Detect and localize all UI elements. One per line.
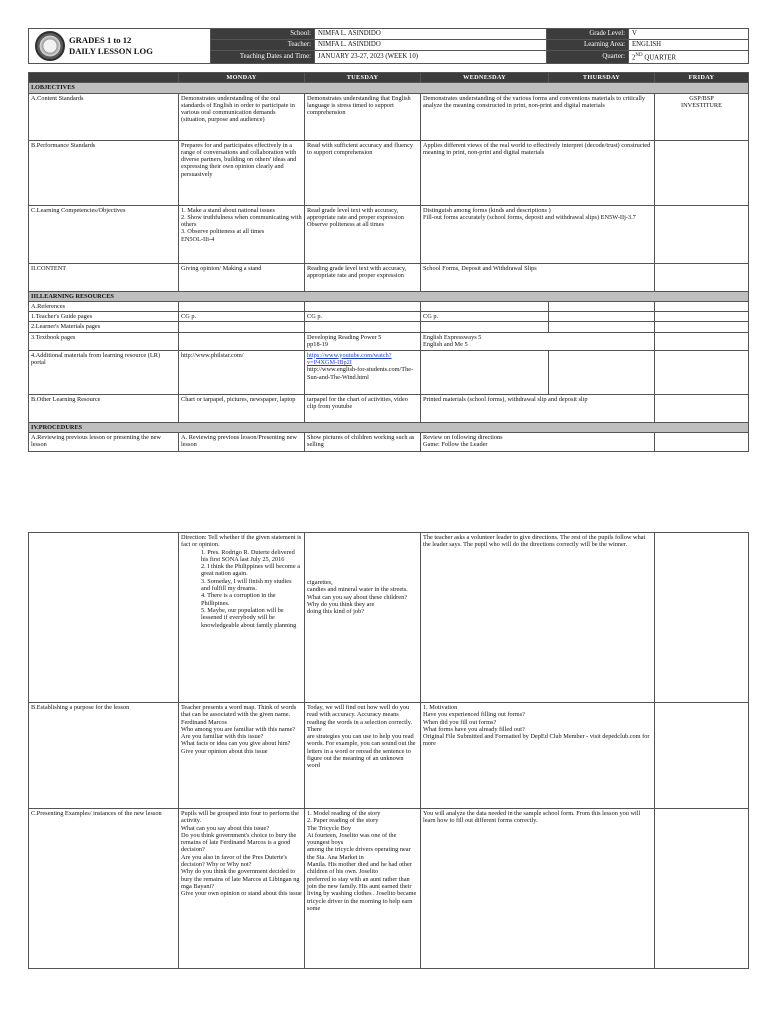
references-label: A.References [29,301,179,311]
quarter-word: QUARTER [642,54,677,62]
quarter-suffix: ND [635,53,643,59]
deped-seal-icon [35,31,65,61]
learners-materials-thu [549,322,655,332]
review-wed: Review on following directions Game: Follow the Leader [421,433,655,452]
review-label: A.Reviewing previous lesson or presenting the new lesson [29,433,179,452]
references-wed [421,301,549,311]
content-wed: School Forms, Deposit and Withdrawal Slips [421,263,655,291]
references-tue [305,301,421,311]
review-cont-mon [179,533,305,703]
examples-label: C.Presenting Examples/ instances of the new lesson [29,809,179,969]
textbook-wed: English Expressways 5 English and Me 5 [421,332,655,350]
learners-materials-label: 2.Learner's Materials pages [29,322,179,332]
fact-opinion-item: 3. Someday, I will finish my studies and fulfill my dreams. [201,577,292,593]
additional-materials-tue [305,350,421,394]
day-friday: FRIDAY [655,73,749,83]
lesson-log-page-2 [28,532,748,969]
learners-materials-fri [655,322,749,332]
teachers-guide-mon: CG p. [179,312,305,322]
purpose-wed: 1. Motivation Have you experienced filling out forms? When did you fill out forms? What forms have you already filled out? Original File Submitted and Formatted by DepEd Club Member - visit depedclub.com for more [421,703,655,809]
review-cont-label [29,533,179,703]
review-cont-tue: cigarettes, candies and mineral water in the streets. What can you say about these children? Why do you think they are doing this kind of job? [305,533,421,703]
examples-mon: Pupils will be grouped into four to perform the activity. What can you say about this issue? Do you think government's choice to bury the remains of late Ferdinand Marcos is a good decision? Are you also in favor of the Pres Duterte's decision? Why or Why not? Why do you think the government decided to bury the remains of late Marcos at Libingan ng mga Bayani? Give your own opinion or stand about this issue [179,809,305,969]
competencies-tue: Read grade level text with accuracy, appropriate rate and proper expression Observe politeness at all times [305,205,421,263]
additional-materials-fri [655,350,749,394]
learners-materials-wed [421,322,549,332]
performance-standards-wed: Applies different views of the real world to effectively interpret (decode/trust) constructed meaning in print, non-print and digital materials [421,140,655,205]
day-thursday: THURSDAY [549,73,655,83]
deped-logo-block [29,29,211,64]
purpose-fri [655,703,749,809]
examples-wed: You will analyze the data needed in the sample school form. From this lesson you will learn how to fill out different forms correctly. [421,809,655,969]
quarter-value [629,50,749,63]
brand-line-2: DAILY LESSON LOG [69,46,153,56]
textbook-fri [655,332,749,350]
school-value: NIMFA L. ASINDIDO [315,29,547,40]
fact-opinion-item: 5. Maybe, our population will be lessened if everybody will be knowledgeable about family planning [201,606,297,629]
competencies-label: C.Learning Competencies/Objectives [29,205,179,263]
teachers-guide-tue: CG p. [305,312,421,322]
performance-standards-fri [655,140,749,205]
review-mon: A. Reviewing previous lesson/Presenting new lesson [179,433,305,452]
review-tue: Show pictures of children working such as selling [305,433,421,452]
review-fri [655,433,749,452]
youtube-link[interactable]: https://www.youtube.com/watch?v=P4XGM-IBp2I [307,351,392,367]
review-cont-fri [655,533,749,703]
day-monday: MONDAY [179,73,305,83]
learners-materials-tue [305,322,421,332]
performance-standards-label: B.Performance Standards [29,140,179,205]
purpose-mon: Teacher presents a word map. Think of words that can be associated with the given name. Ferdinand Marcos Who among you are familiar with this name? Are you familiar with this issue? What facts or idea can you give about him? Give your opinion about this issue [179,703,305,809]
textbook-tue: Developing Reading Power 5 pp18-19 [305,332,421,350]
lesson-log-page-1 [28,28,748,452]
other-resource-tue: tarpapel for the chart of activities, video clip from youtube [305,394,421,422]
section-learning-resources: III.LEARNING RESOURCES [29,291,749,301]
learning-area-label: Learning Area: [547,39,629,50]
day-header-row [29,73,749,83]
content-mon: Giving opinion/ Making a stand [179,263,305,291]
learners-materials-mon [179,322,305,332]
competencies-fri [655,205,749,263]
textbook-label: 3.Textbook pages [29,332,179,350]
content-standards-wed: Demonstrates understanding of the various forms and conventions materials to critically analyze the meaning constructed in print, non-print and digital materials [421,93,655,140]
fact-opinion-item: 1. Pres. Rodrigo R. Duterte delivered his first SONA last July 25, 2016 [201,548,295,563]
review-cont-wed: The teacher asks a volunteer leader to give directions. The rest of the pupils follow what the leader says. The pupil who will do the directions correctly will be the winner. [421,533,655,703]
performance-standards-tue: Read with sufficient accuracy and fluency to support comprehension [305,140,421,205]
textbook-mon [179,332,305,350]
school-label: School: [211,29,315,40]
teachers-guide-label: 1.Teacher's Guide pages [29,312,179,322]
other-resource-label: B.Other Learning Resource [29,394,179,422]
teaching-dates-value: JANUARY 23-27, 2023 (WEEK 10) [315,50,547,63]
additional-materials-wed [421,350,549,394]
day-wednesday: WEDNESDAY [421,73,549,83]
blank-corner [29,73,179,83]
teaching-dates-label: Teaching Dates and Time: [211,50,315,63]
day-tuesday: TUESDAY [305,73,421,83]
quarter-label: Quarter: [547,50,629,63]
additional-materials-mon: http://www.philstar.com/ [179,350,305,394]
purpose-label: B.Establishing a purpose for the lesson [29,703,179,809]
teachers-guide-thu [549,312,655,322]
teacher-value: NIMFA L. ASINDIDO [315,39,547,50]
other-resource-mon: Chart or tarpapel, pictures, newspaper, laptop [179,394,305,422]
content-standards-label: A.Content Standards [29,93,179,140]
competencies-wed: Distinguish among forms (kinds and descriptions ) Fill-out forms accurately (school forms, deposit and withdrawal slips) EN5W-IIj-3.7 [421,205,655,263]
references-fri [655,301,749,311]
english-for-students-link[interactable]: http://www.english-for-students.com/The-Sun-and-The-Wind.html [307,366,414,381]
content-standards-mon: Demonstrates understanding of the oral standards of English in order to participate in various oral communication demands (situation, purpose and audience) [179,93,305,140]
section-procedures: IV.PROCEDURES [29,422,749,432]
examples-fri [655,809,749,969]
lesson-log-table-continued [28,532,749,969]
content-standards-fri: GSP/BSP INVESTITURE [655,93,749,140]
grade-level-label: Grade Level: [547,29,629,40]
learning-area-value: ENGLISH [629,39,749,50]
examples-tue: 1. Model reading of the story 2. Paper reading of the story The Tricycle Boy At fourteen, Joselito was one of the youngest boys among the tricycle drivers operating near the Sta. Ana Market in Manila. His mother died and he had other children of his own. Joselito preferred to stay with an aunt rather than join the new family. His aunt earned their living by washing clothes . Joselito became tricycle driver in the morning to help earn some [305,809,421,969]
teacher-label: Teacher: [211,39,315,50]
other-resource-fri [655,394,749,422]
quarter-number: 2 [632,54,636,62]
content-fri [655,263,749,291]
fact-opinion-item: 4. There is a corruption in the Phillipines. [201,592,276,607]
performance-standards-mon: Prepares for and participates effectively in a range of conversations and collaboration with diverse partners, building on others' ideas and expressing their own opinion clearly and persuasively [179,140,305,205]
fact-opinion-item: 2. I think the Philippines will become a great nation again. [201,563,300,578]
other-resource-wed: Printed materials (school forms), withdrawal slip and deposit slip [421,394,655,422]
teachers-guide-wed: CG p. [421,312,549,322]
header-info-table [28,28,749,64]
brand-line-1: GRADES 1 to 12 [69,35,132,45]
additional-materials-label: 4.Additional materials from learning resource (LR) portal [29,350,179,394]
grade-level-value: V [629,29,749,40]
section-content-label: II.CONTENT [29,263,179,291]
additional-materials-thu [549,350,655,394]
competencies-mon: 1. Make a stand about national issues 2. Show truthfulness when communicating with others 3. Observe politeness at all times EN5OL-IIi-4 [179,205,305,263]
lesson-log-table [28,72,749,452]
teachers-guide-fri [655,312,749,322]
fact-opinion-direction: Direction: Tell whether if the given statement is fact or opinion. [181,534,302,549]
references-thu [549,301,655,311]
section-objectives: I.OBJECTIVES [29,83,749,93]
content-tue: Reading grade level text with accuracy, appropriate rate and proper expression [305,263,421,291]
purpose-tue: Today, we will find out how well do you read with accuracy. Accuracy means reading the words in a selection correctly. There are strategies you can use to help you read words. For example, you can sound out the letters in a word or reread the sentence to figure out the meaning of an unknown word [305,703,421,809]
content-standards-tue: Demonstrates understanding that English language is stress timed to support comprehension [305,93,421,140]
references-mon [179,301,305,311]
